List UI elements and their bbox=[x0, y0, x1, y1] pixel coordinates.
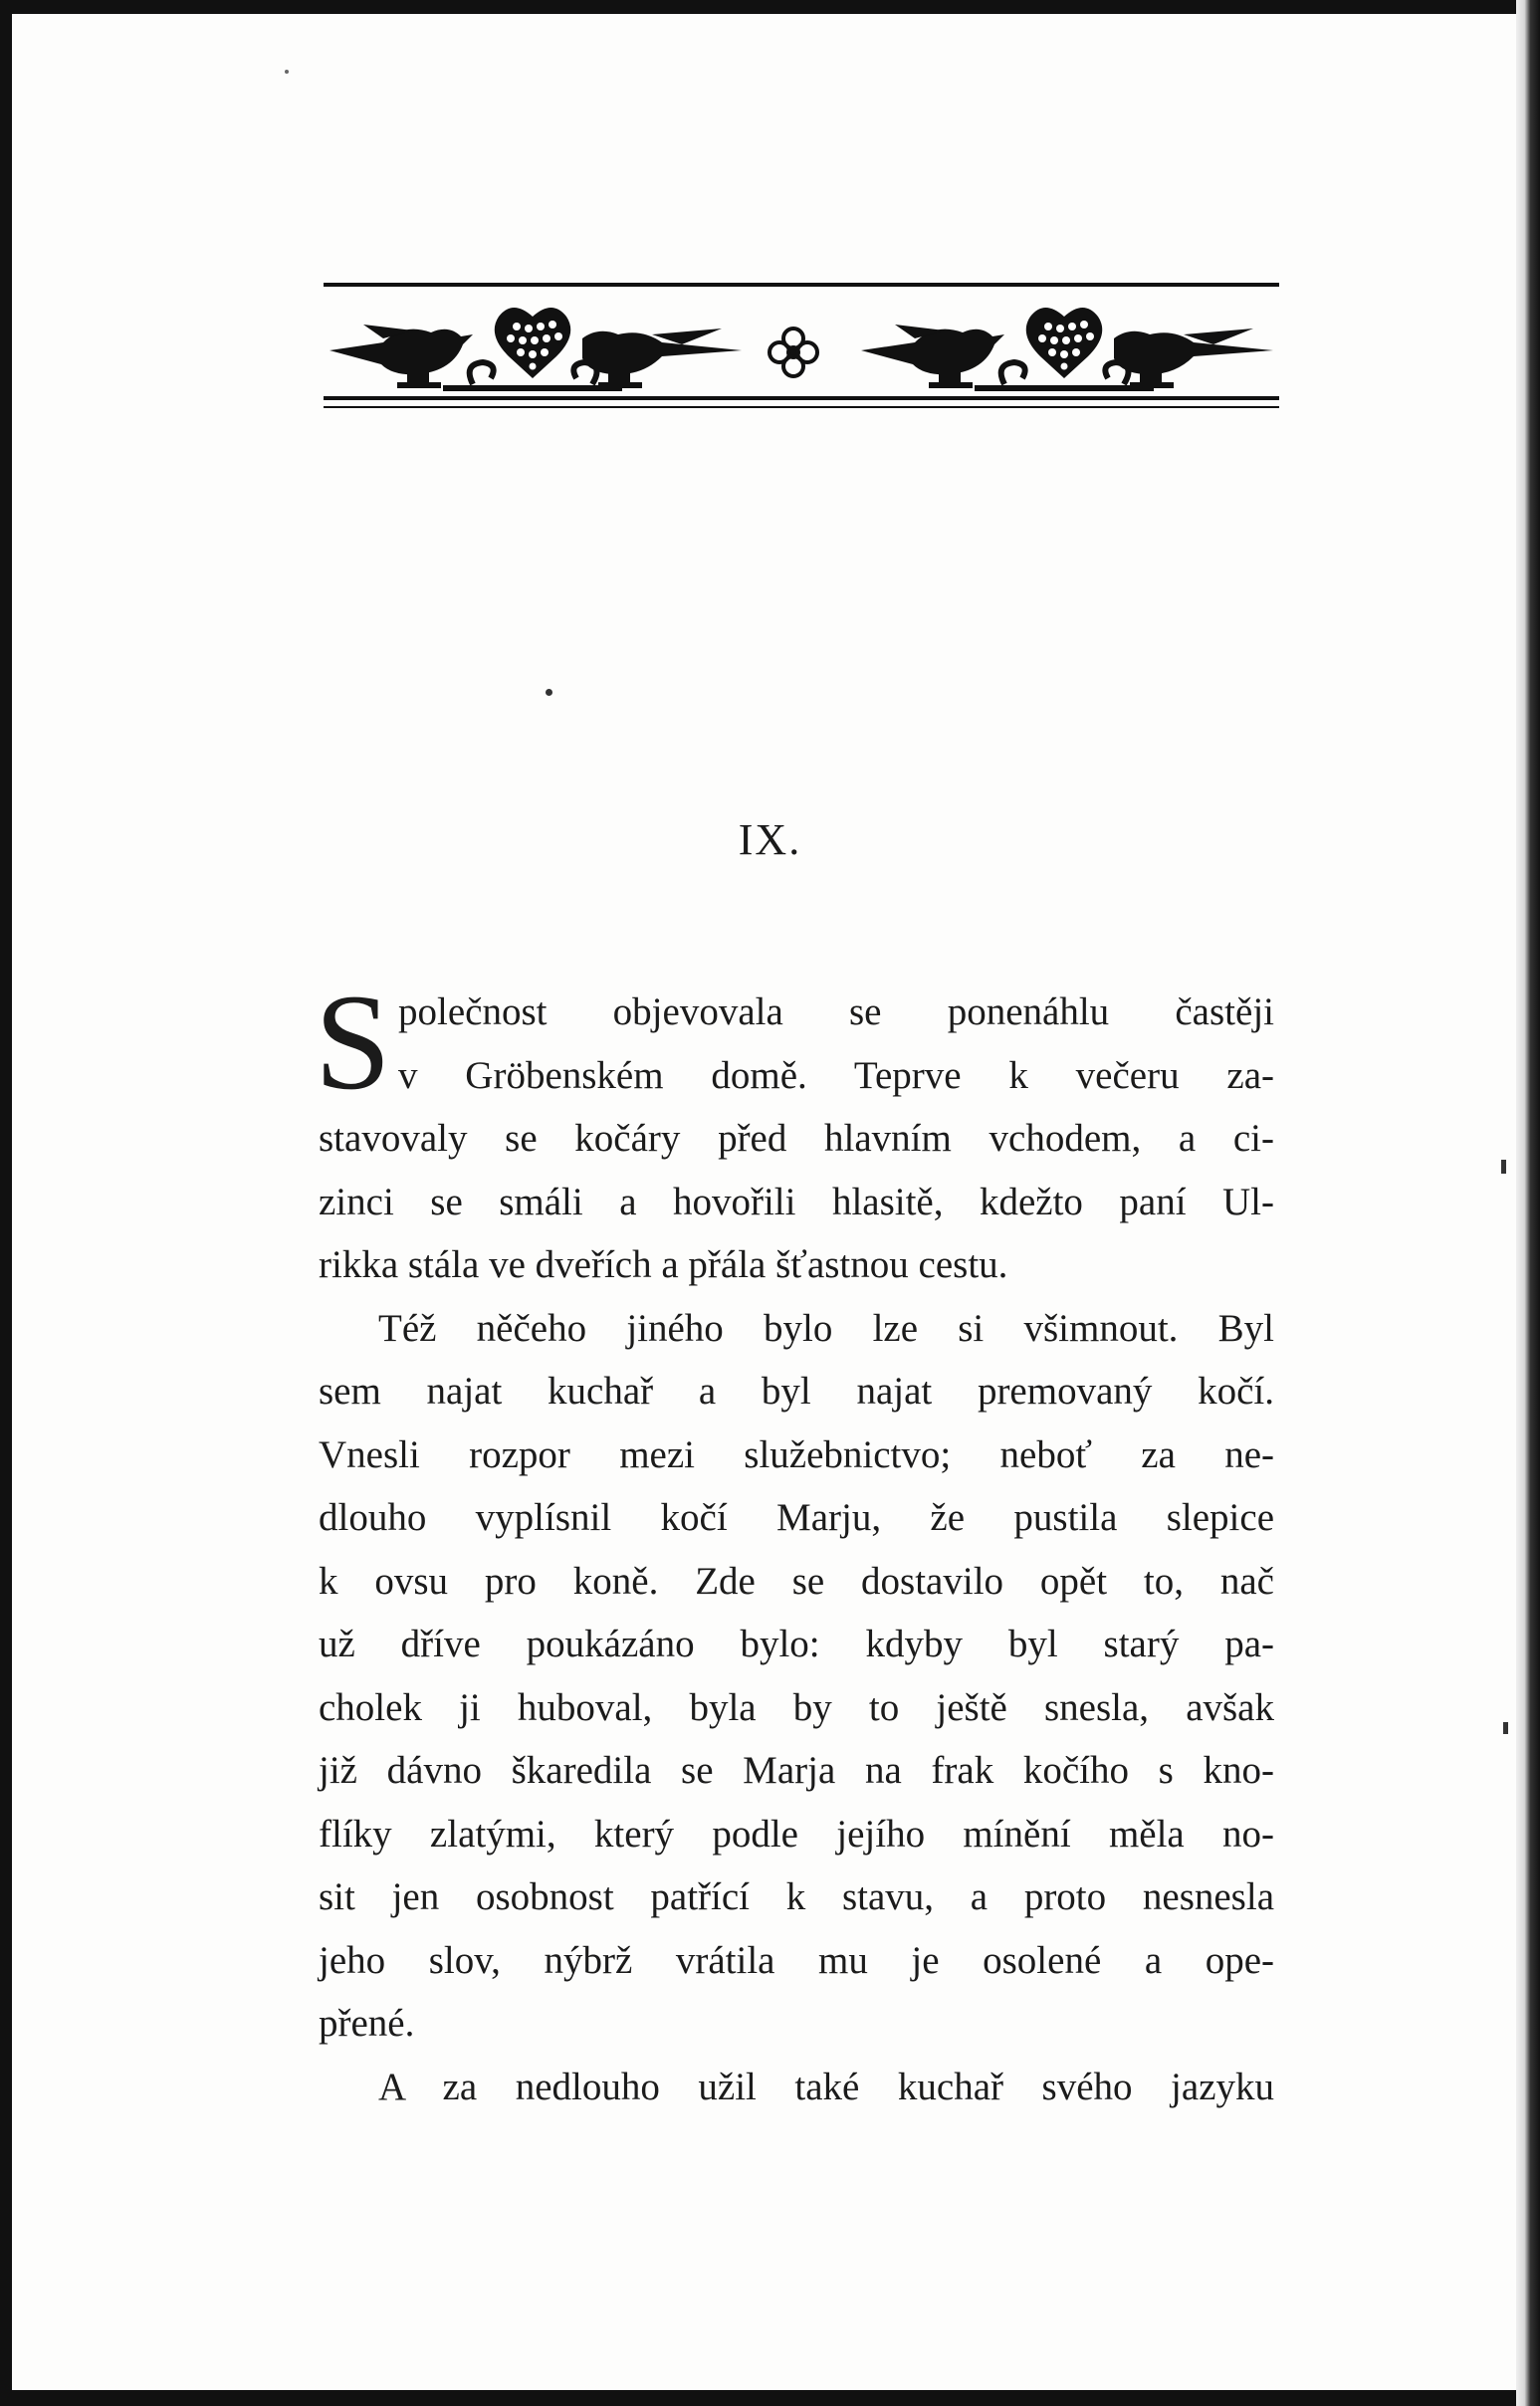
text-line: už dříve poukázáno bylo: kdyby byl starý pa- bbox=[319, 1623, 1274, 1665]
text-line: Vnesli rozpor mezi služebnictvo; neboť za ne- bbox=[319, 1432, 1274, 1476]
bird-icon bbox=[1114, 328, 1273, 388]
text-line: stavovaly se kočáry před hlavním vchodem, a ci- bbox=[319, 1117, 1274, 1160]
body-text bbox=[315, 966, 1274, 2118]
text-line: k ovsu pro koně. Zde se dostavilo opět to, nač bbox=[319, 1559, 1274, 1603]
text-line: již dávno škaredila se Marja na frak kočího s kno- bbox=[319, 1749, 1274, 1792]
scan-border-bottom bbox=[0, 2390, 1540, 2406]
drop-cap: S bbox=[315, 966, 391, 1118]
paragraph-2 bbox=[319, 1297, 1274, 2056]
scan-speck bbox=[1501, 1160, 1506, 1174]
bird-icon bbox=[330, 325, 473, 388]
paragraph-3 bbox=[319, 2056, 1274, 2119]
scan-border-left bbox=[0, 0, 12, 2406]
paragraph-1 bbox=[315, 966, 1274, 1297]
text-line: rikka stála ve dveřích a přála šťastnou cestu. bbox=[319, 1243, 1008, 1286]
text-line: A za nedlouho užil také kuchař svého jazyku bbox=[378, 2065, 1274, 2108]
text-line: sem najat kuchař a byl najat premovaný kočí. bbox=[319, 1370, 1274, 1413]
bird-heart-motif-left bbox=[330, 308, 742, 388]
scan-border-top bbox=[0, 0, 1540, 14]
heart-icon bbox=[1026, 308, 1102, 378]
text-line: zinci se smáli a hovořili hlasitě, kdežto paní Ul- bbox=[319, 1180, 1274, 1223]
headpiece-bottom-rule bbox=[324, 406, 1279, 408]
text-line: flíky zlatými, který podle jejího mínění měla no- bbox=[319, 1812, 1274, 1856]
heart-icon bbox=[495, 308, 570, 378]
text-line: dlouho vyplísnil kočí Marju, že pustila slepice bbox=[319, 1496, 1274, 1539]
text-line: Též něčeho jiného bylo lze si všimnout. Byl bbox=[378, 1306, 1274, 1350]
scan-speck bbox=[285, 70, 289, 74]
chapter-number: IX. bbox=[738, 815, 802, 864]
headpiece-top-rule bbox=[324, 283, 1279, 287]
text-line: polečnost objevovala se ponenáhlu častěji bbox=[398, 990, 1274, 1033]
text-line: přené. bbox=[319, 2002, 415, 2045]
flower-icon bbox=[770, 328, 817, 376]
bird-icon bbox=[861, 325, 1004, 388]
bird-heart-motif-right bbox=[861, 308, 1273, 388]
bird-icon bbox=[582, 328, 742, 388]
scan-speck bbox=[546, 689, 552, 696]
text-line: jeho slov, nýbrž vrátila mu je osolené a ope- bbox=[319, 1938, 1274, 1982]
headpiece-ornament bbox=[324, 279, 1279, 418]
headpiece-bottom-rule bbox=[324, 396, 1279, 400]
scan-speck bbox=[1503, 1722, 1508, 1734]
scan-border-right bbox=[1516, 0, 1540, 2406]
text-line: v Gröbenském domě. Teprve k večeru za- bbox=[398, 1053, 1274, 1097]
text-line: cholek ji huboval, byla by to ještě snesla, avšak bbox=[319, 1685, 1274, 1729]
text-line: sit jen osobnost patřící k stavu, a proto nesnesla bbox=[319, 1875, 1274, 1918]
